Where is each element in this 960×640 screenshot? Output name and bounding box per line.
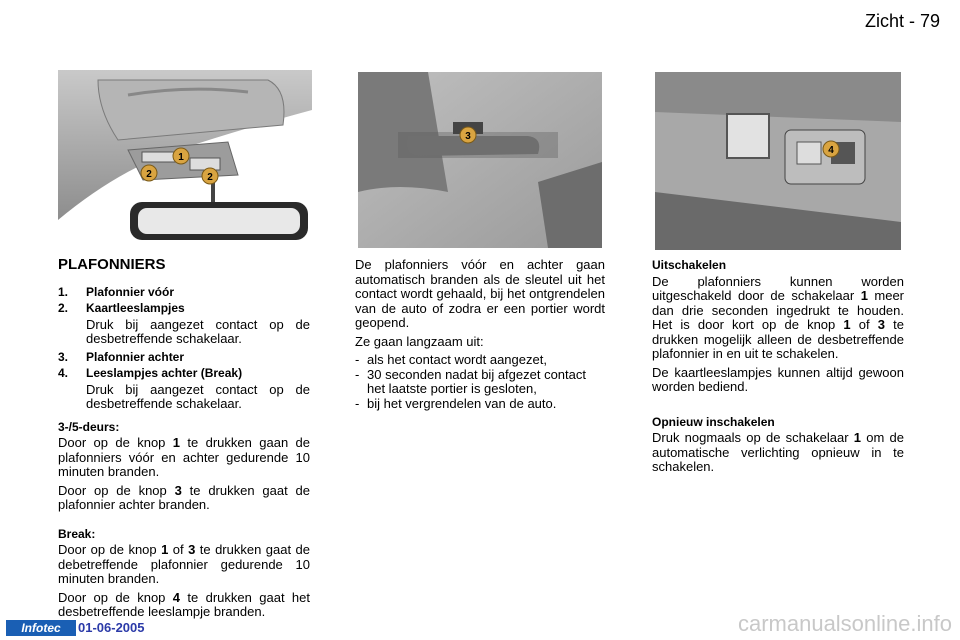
subheading: Opnieuw inschakelen bbox=[652, 414, 775, 429]
page-header: Zicht - 79 bbox=[864, 11, 940, 31]
bullet-item: - 30 seconden nadat bij afgezet contact het laatste portier is gesloten, bbox=[355, 366, 586, 396]
reading-lamp-photo bbox=[655, 72, 901, 250]
paragraph: Door op de knop 1 te drukken gaan de plafonniers vóór en achter gedurende 10 minuten branden. bbox=[58, 435, 311, 479]
watermark: carmanualsonline.info bbox=[737, 611, 952, 636]
paragraph: De plafonniers vóór en achter gaan automatisch branden als de sleutel uit het contact wordt gehaald, bij het ontgrendelen van de auto of zodra er een portier wordt geopend. bbox=[355, 257, 605, 330]
callout-2b: 2 bbox=[207, 172, 213, 183]
subheading: Break: bbox=[58, 526, 96, 541]
bullet-item: - als het contact wordt aangezet, bbox=[355, 352, 547, 367]
paragraph: Ze gaan langzaam uit: bbox=[355, 333, 484, 349]
list-item: 3. Plafonnier achter bbox=[58, 349, 185, 364]
callout-2a: 2 bbox=[146, 169, 152, 180]
column-middle bbox=[355, 258, 605, 411]
footer-date: 01-06-2005 bbox=[78, 620, 145, 635]
paragraph: De kaartleeslampjes kunnen altijd gewoon worden bediend. bbox=[652, 364, 904, 394]
paragraph: Door op de knop 3 te drukken gaat de plafonnier achter branden. bbox=[58, 482, 310, 512]
callout-3: 3 bbox=[465, 131, 471, 142]
subheading: 3-/5-deurs: bbox=[58, 419, 120, 434]
callout-4: 4 bbox=[828, 145, 834, 156]
paragraph: De plafonniers kunnen worden uitgeschakeld door de schakelaar 1 meer dan drie seconden ingedrukt te houden. Het is door kort op de knop 1 of 3 te drukken mogelijk alleen de desbetreffende plafonnier in en uit te schakelen. bbox=[652, 273, 904, 361]
list-item: 4. Leeslampjes achter (Break) bbox=[58, 366, 243, 380]
paragraph: Druk nogmaals op de schakelaar 1 om de automatische verlichting opnieuw in te schakelen. bbox=[652, 430, 904, 474]
list-item: 2. Kaartleeslampjes bbox=[58, 301, 185, 315]
callout-1: 1 bbox=[178, 152, 184, 163]
list-item: 1. Plafonnier vóór bbox=[58, 284, 175, 299]
column-left bbox=[58, 258, 310, 624]
paragraph: Door op de knop 1 of 3 te drukken gaat de debetreffende plafonnier gedurende 10 minuten branden. bbox=[58, 542, 310, 586]
item-note: Druk bij aangezet contact op de desbetreffende schakelaar. bbox=[86, 381, 310, 411]
front-ceiling-photo bbox=[58, 70, 312, 252]
section-title: PLAFONNIERS bbox=[58, 256, 166, 273]
infotec-logo: Infotec bbox=[6, 620, 76, 636]
item-note: Druk bij aangezet contact op de desbetreffende schakelaar. bbox=[86, 316, 310, 346]
paragraph: Door op de knop 4 te drukken gaat het desbetreffende leeslampje branden. bbox=[58, 589, 310, 619]
rear-ceiling-photo bbox=[358, 72, 602, 248]
bullet-item: - bij het vergrendelen van de auto. bbox=[355, 395, 557, 411]
column-right bbox=[652, 258, 904, 479]
subheading: Uitschakelen bbox=[652, 258, 727, 272]
